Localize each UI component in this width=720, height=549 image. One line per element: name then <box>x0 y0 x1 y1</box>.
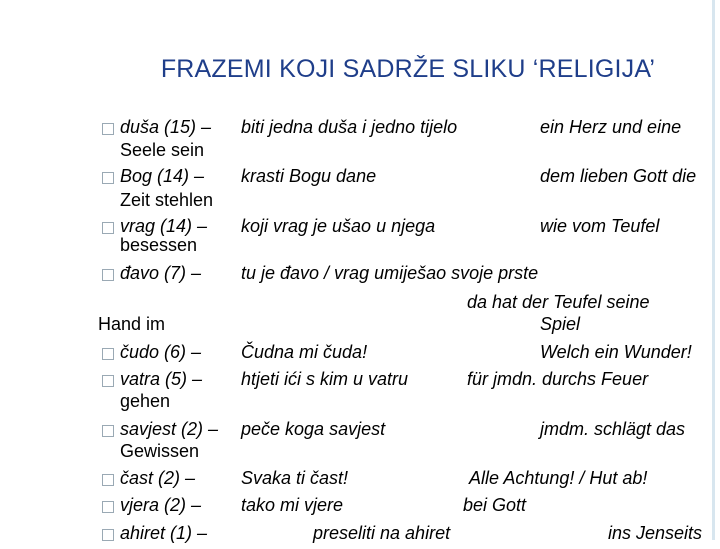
phrase-croatian: Svaka ti čast! <box>241 468 349 488</box>
list-item <box>0 468 720 494</box>
phrase-german: dem lieben Gott die <box>540 166 697 186</box>
list-item <box>0 235 720 261</box>
phrase-croatian: htjeti ići s kim u vatru <box>241 369 409 389</box>
phrase-croatian: tako mi vjere <box>241 495 344 515</box>
list-item <box>0 263 720 289</box>
phrase-continuation: Seele sein <box>120 140 205 160</box>
phrase-headword: savjest (2) – <box>120 419 219 439</box>
bullet-icon <box>102 172 114 184</box>
phrase-headword: ahiret (1) – <box>120 523 208 543</box>
phrase-headword: vjera (2) – <box>120 495 202 515</box>
phrase-german: für jmdn. durchs Feuer <box>467 369 649 389</box>
phrase-croatian: Čudna mi čuda! <box>241 342 368 362</box>
list-item <box>0 391 720 417</box>
phrase-headword: duša (15) – <box>120 117 212 137</box>
bullet-icon <box>102 501 114 513</box>
bullet-icon <box>102 474 114 486</box>
list-item <box>0 314 720 340</box>
phrase-german: jmdm. schlägt das <box>540 419 686 439</box>
list-item <box>0 166 720 192</box>
bullet-icon <box>102 529 114 541</box>
phrase-headword: Bog (14) – <box>120 166 205 186</box>
phrase-german: Welch ein Wunder! <box>540 342 692 362</box>
bullet-icon <box>102 222 114 234</box>
list-item <box>0 190 720 216</box>
phrase-headword: vrag (14) – <box>120 216 208 236</box>
phrase-continuation: besessen <box>120 235 198 255</box>
phrase-croatian: biti jedna duša i jedno tijelo <box>241 117 458 137</box>
phrase-german: Alle Achtung! / Hut ab! <box>469 468 648 488</box>
bullet-icon <box>102 425 114 437</box>
phrase-croatian: tu je đavo / vrag umiješao svoje prste <box>241 263 539 283</box>
bullet-icon <box>102 123 114 135</box>
phrase-german: ins Jenseits <box>608 523 703 543</box>
phrase-croatian: koji vrag je ušao u njega <box>241 216 436 236</box>
phrase-continuation: Zeit stehlen <box>120 190 214 210</box>
list-item <box>0 342 720 368</box>
list-item <box>0 523 720 549</box>
bullet-icon <box>102 269 114 281</box>
phrase-headword: čast (2) – <box>120 468 196 488</box>
bullet-icon <box>102 348 114 360</box>
phrase-german: da hat der Teufel seine <box>467 292 650 312</box>
phrase-croatian: peče koga savjest <box>241 419 386 439</box>
phrase-german: wie vom Teufel <box>540 216 660 236</box>
phrase-croatian: preseliti na ahiret <box>313 523 451 543</box>
phrase-headword: čudo (6) – <box>120 342 202 362</box>
list-item <box>0 140 720 166</box>
bullet-icon <box>102 375 114 387</box>
list-item <box>0 495 720 521</box>
phrase-german: Spiel <box>540 314 581 334</box>
list-item <box>0 441 720 467</box>
phrase-headword: đavo (7) – <box>120 263 202 283</box>
phrase-continuation: gehen <box>120 391 171 411</box>
phrase-continuation: Hand im <box>98 314 166 334</box>
phrase-headword: vatra (5) – <box>120 369 203 389</box>
phrase-german: bei Gott <box>463 495 527 515</box>
slide-title: FRAZEMI KOJI SADRŽE SLIKU ‘RELIGIJA’ <box>160 55 656 83</box>
phrase-german: ein Herz und eine <box>540 117 682 137</box>
phrase-continuation: Gewissen <box>120 441 200 461</box>
phrase-croatian: krasti Bogu dane <box>241 166 377 186</box>
